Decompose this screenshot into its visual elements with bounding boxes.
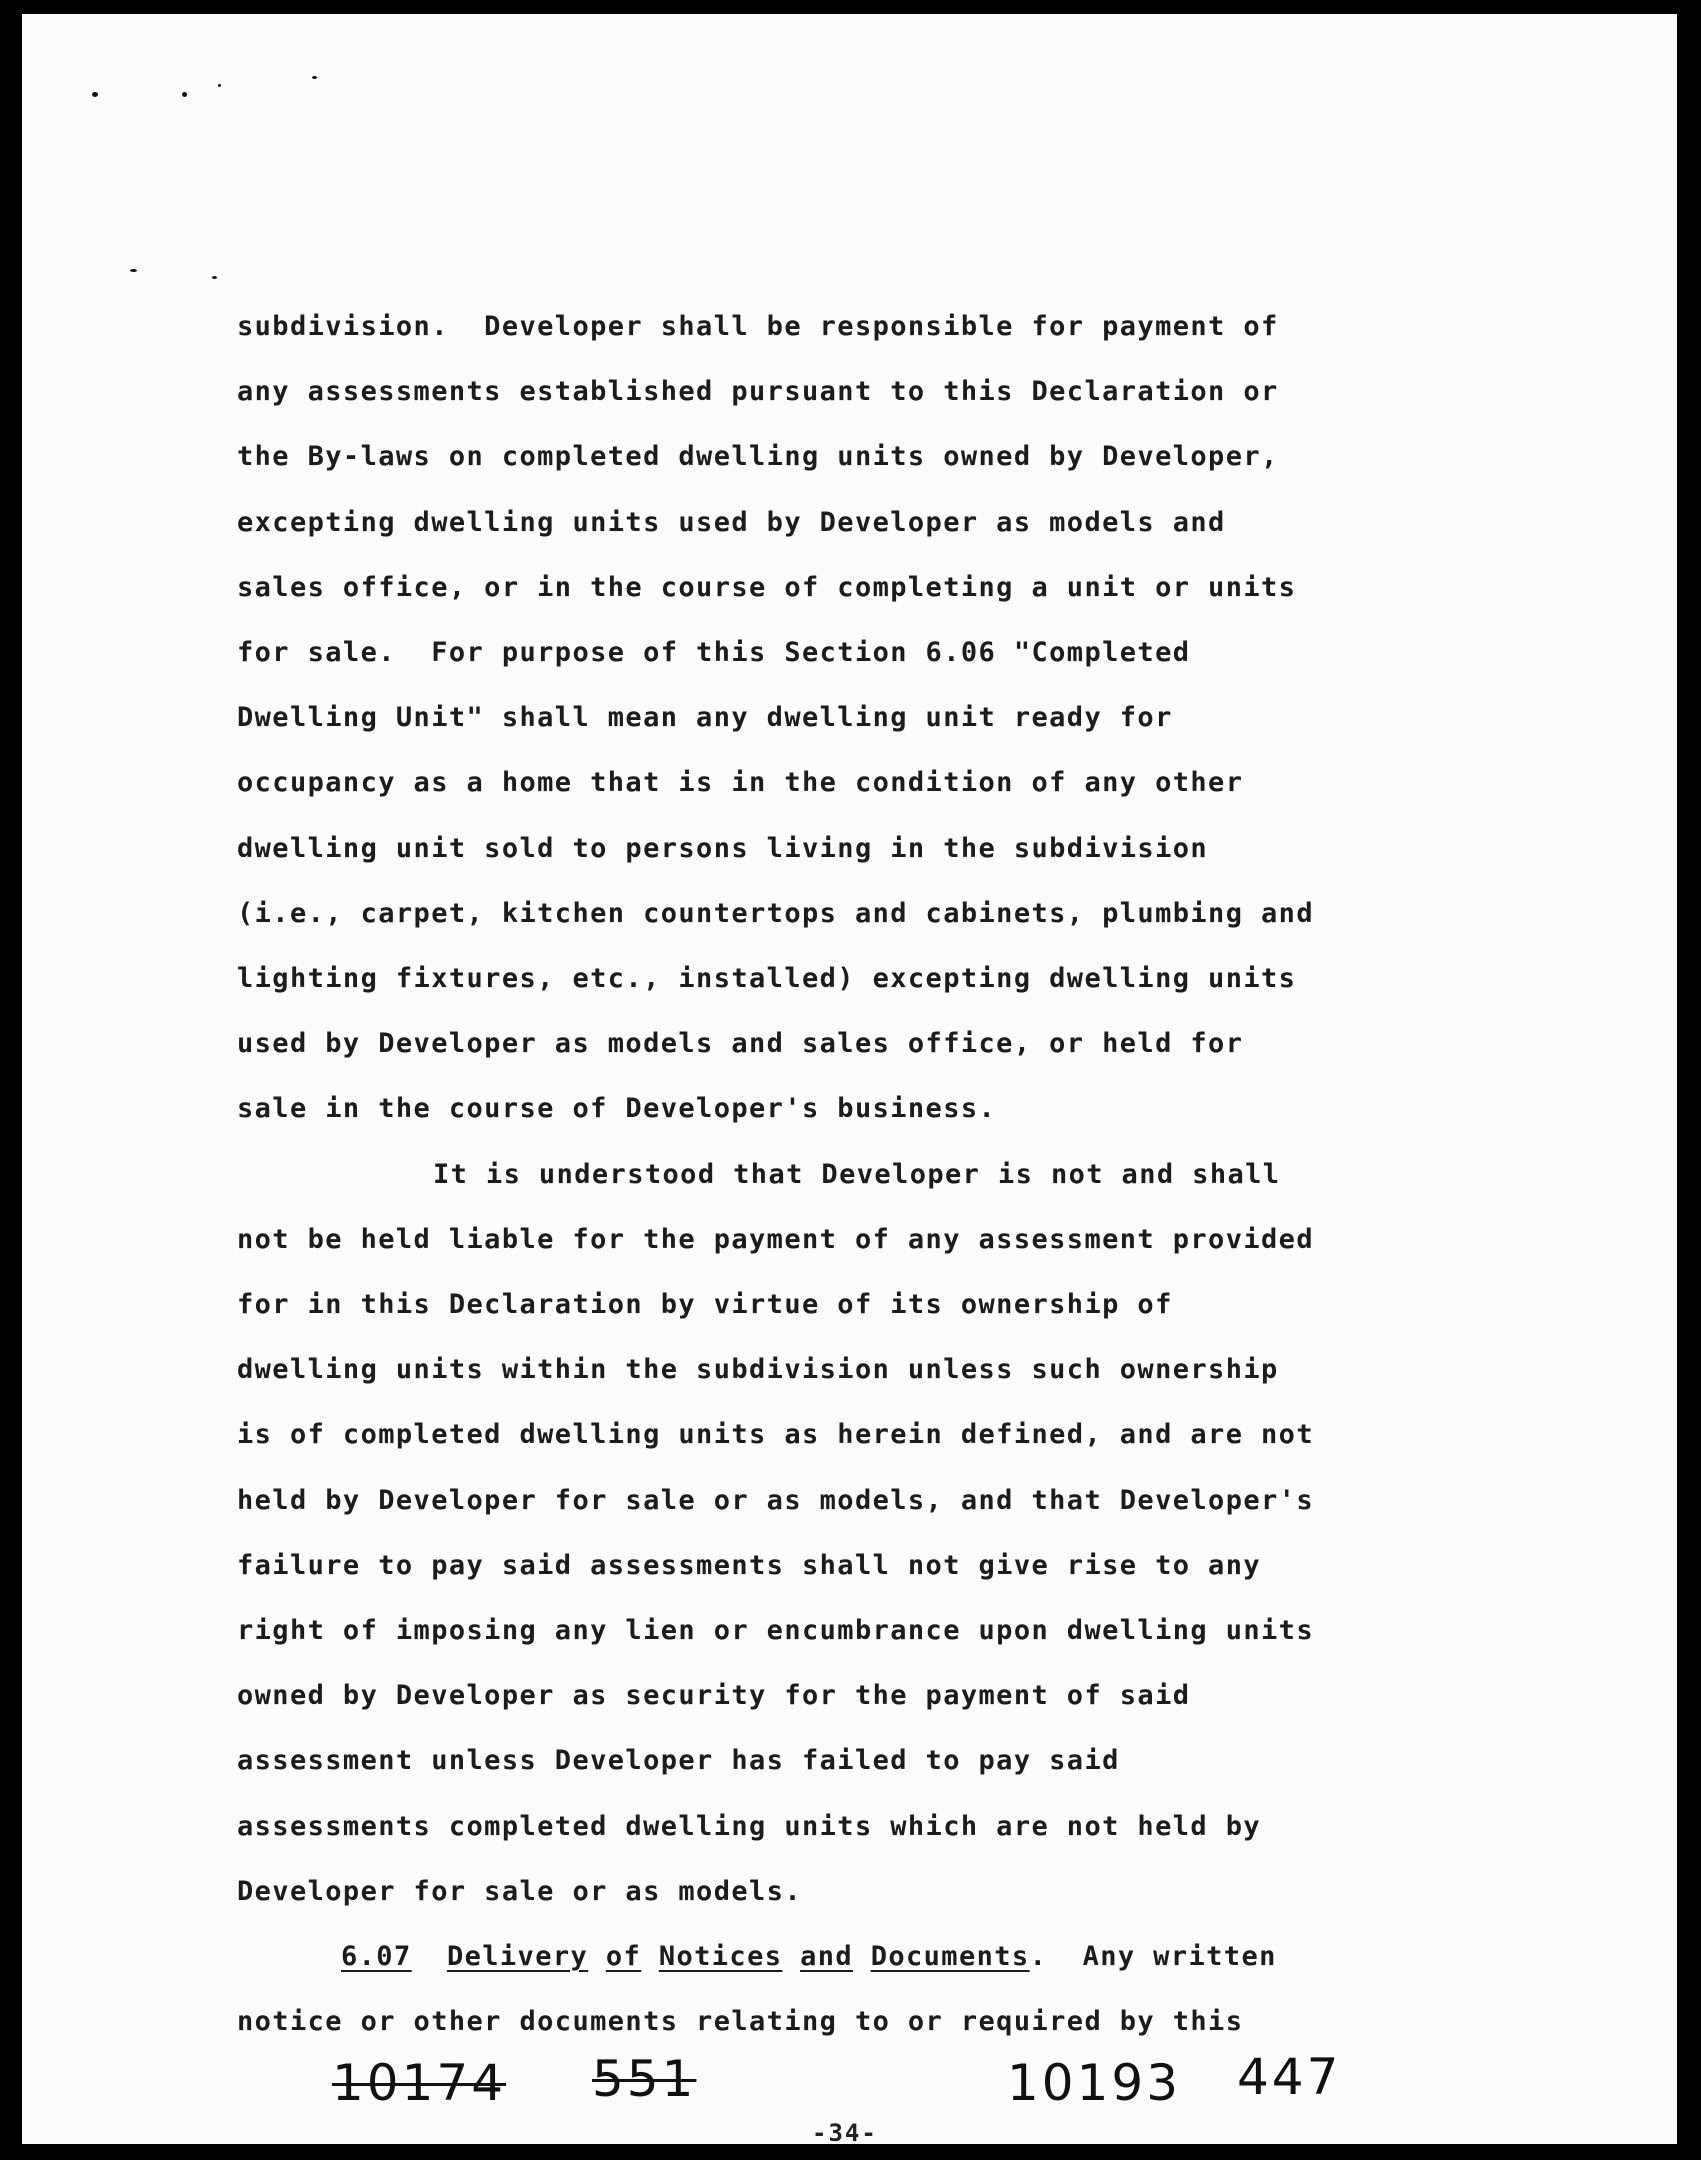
text-line: for in this Declaration by virtue of its ownership of — [237, 1289, 1173, 1321]
scan-speck — [312, 76, 317, 79]
new-book-number: 10193 — [1007, 2054, 1182, 2112]
text-line: subdivision. Developer shall be responsible for payment of — [237, 311, 1279, 342]
page-number: -34- — [812, 2119, 878, 2144]
section-heading-word: Notices — [658, 1941, 783, 1973]
text-line: held by Developer for sale or as models, and that Developer's — [237, 1484, 1314, 1516]
section-number: 6.07 — [341, 1941, 412, 1973]
text-line: Developer for sale or as models. — [237, 1875, 802, 1907]
scan-speck — [218, 84, 221, 87]
scan-speck — [212, 276, 217, 279]
text-line: used by Developer as models and sales office, or held for — [237, 1028, 1244, 1060]
text-line: is of completed dwelling units as herein defined, and are not — [237, 1419, 1314, 1451]
old-book-number: 10174 — [332, 2054, 507, 2112]
text-line: Dwelling Unit" shall mean any dwelling unit ready for — [237, 702, 1173, 734]
section-heading-word: Delivery — [446, 1941, 589, 1973]
text-line: dwelling unit sold to persons living in the subdivision — [237, 832, 1209, 864]
scan-speck — [130, 269, 137, 272]
text-line: excepting dwelling units used by Developer as models and — [237, 506, 1226, 538]
new-page-number: 447 — [1237, 2048, 1342, 2106]
scan-speck — [92, 92, 98, 97]
section-heading-word: Documents — [870, 1941, 1030, 1973]
text-line: (i.e., carpet, kitchen countertops and cabinets, plumbing and — [237, 897, 1314, 929]
section-heading-end: . — [1029, 1941, 1048, 1973]
text-line: sale in the course of Developer's business. — [237, 1093, 997, 1125]
text-line: owned by Developer as security for the payment of said — [237, 1680, 1191, 1712]
text-line: assessment unless Developer has failed to pay said — [237, 1745, 1120, 1777]
section-first-line-rest: Any written — [1082, 1941, 1277, 1973]
text-line: not be held liable for the payment of any assessment provided — [237, 1223, 1314, 1255]
section-heading-line — [237, 1924, 1477, 1989]
body-text — [237, 294, 1477, 2054]
text-line: occupancy as a home that is in the condition of any other — [237, 767, 1244, 799]
text-line: any assessments established pursuant to this Declaration or — [237, 376, 1279, 408]
text-line: failure to pay said assessments shall not give rise to any — [237, 1549, 1262, 1581]
text-line: the By-laws on completed dwelling units owned by Developer, — [237, 441, 1279, 473]
text-line: lighting fixtures, etc., installed) excepting dwelling units — [237, 963, 1297, 995]
document-page — [22, 14, 1677, 2144]
section-heading-word: and — [800, 1941, 854, 1973]
scan-speck — [182, 92, 187, 97]
text-line: assessments completed dwelling units which are not held by — [237, 1810, 1262, 1842]
text-line: right of imposing any lien or encumbrance upon dwelling units — [237, 1615, 1314, 1647]
section-heading-word: of — [605, 1941, 642, 1973]
text-line: notice or other documents relating to or required by this — [237, 2006, 1244, 2038]
text-line: for sale. For purpose of this Section 6.06 "Completed — [237, 637, 1191, 669]
text-line: dwelling units within the subdivision unless such ownership — [237, 1354, 1279, 1386]
old-page-number: 551 — [592, 2050, 697, 2108]
text-line: sales office, or in the course of completing a unit or units — [237, 571, 1297, 603]
text-line: It is understood that Developer is not and shall — [433, 1158, 1281, 1190]
